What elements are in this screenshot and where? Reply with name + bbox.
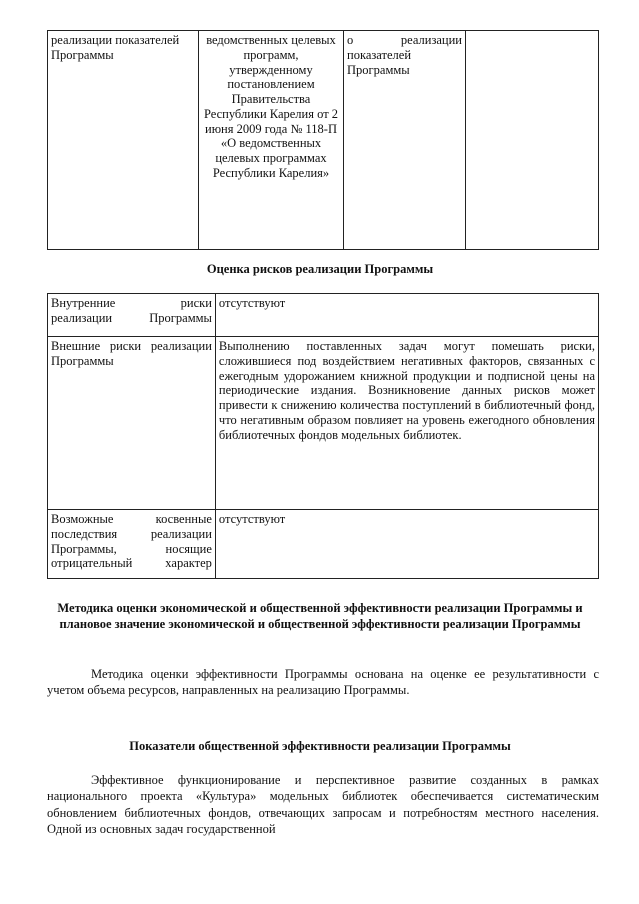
table-cell: реализации показателей Программы <box>48 31 199 250</box>
risks-table <box>47 293 599 579</box>
risk-label: Внешние риски реализации Программы <box>48 337 216 510</box>
table-cell <box>466 31 599 250</box>
table-cell: ведомственных целевых программ, утвержденному постановлением Правительства Республики Карелия от 2 июня 2009 года № 118-П «О ведомственных целевых программах Республики Карелия» <box>199 31 344 250</box>
risk-value: Выполнению поставленных задач могут помешать риски, сложившиеся под воздействием негативных факторов, связанных с ежегодным удорожанием книжной продукции и подписной цены на периодические издания. Возникновение данных рисков может привести к снижению количества поступлений в библиотечный фонд, что негативным образом повлияет на уровень ежегодного обновления библиотечных фондов модельных библиотек. <box>215 337 598 510</box>
table-row <box>48 294 599 337</box>
risks-heading: Оценка рисков реализации Программы <box>206 262 434 276</box>
risk-value: отсутствуют <box>215 294 598 337</box>
table-row <box>48 31 599 250</box>
table-row <box>48 337 599 510</box>
risk-label: Внутренние риски реализации Программы <box>48 294 216 337</box>
indicators-paragraph: Эффективное функционирование и перспективное развитие созданных в рамках национального проекта «Культура» модельных библиотек обеспечивается систематическим обновлением библиотечных фондов, отвечающих запросам и потребностям местного населения. Одной из основных задач государственной <box>47 773 599 836</box>
method-paragraph: Методика оценки эффективности Программы основана на оценке ее результативности с учетом объема ресурсов, направленных на реализацию Программы. <box>47 667 599 698</box>
table-row <box>48 510 599 579</box>
table-cell: о реализации показателей Программы <box>344 31 466 250</box>
continuation-table <box>47 30 599 250</box>
risk-value: отсутствуют <box>215 510 598 579</box>
method-heading: Методика оценки экономической и общественной эффективности реализации Программы и плановое значение экономической и общественной эффективности реализации Программы <box>57 601 583 632</box>
indicators-heading: Показатели общественной эффективности реализации Программы <box>129 739 511 753</box>
risk-label: Возможные косвенные последствия реализации Программы, носящие отрицательный характер <box>48 510 216 579</box>
